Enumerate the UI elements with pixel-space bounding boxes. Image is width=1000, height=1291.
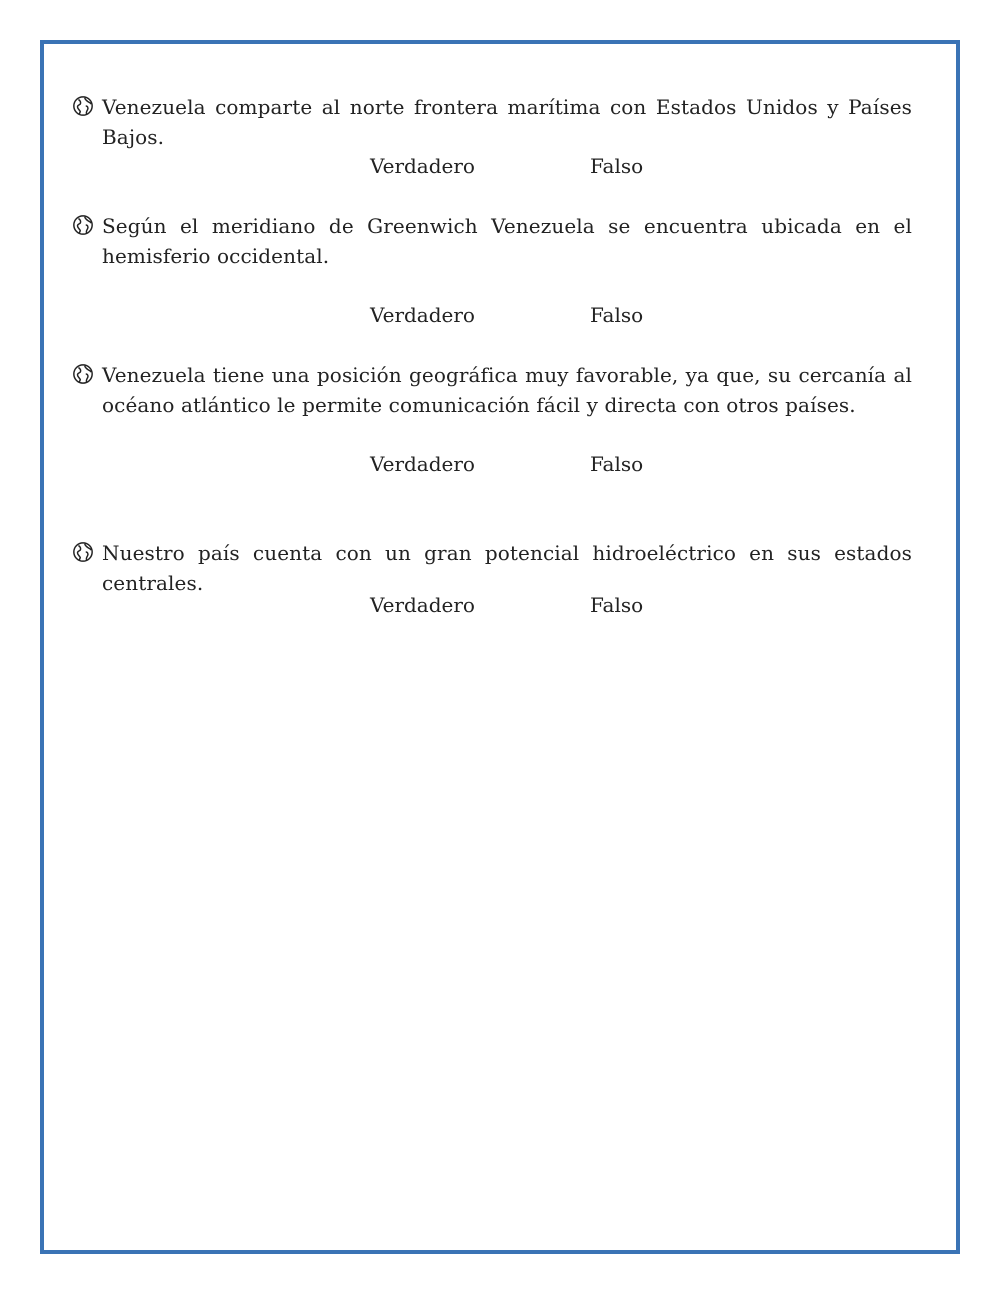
answer-options-2	[370, 302, 643, 328]
answer-options-4	[370, 592, 643, 618]
option-falso[interactable]: Falso	[590, 452, 644, 476]
question-text: Nuestro país cuenta con un gran potencial hidroeléctrico en sus estados centrales.	[102, 541, 912, 595]
option-verdadero[interactable]: Verdadero	[370, 154, 475, 178]
globe-icon	[72, 95, 94, 117]
globe-icon	[72, 214, 94, 236]
question-3	[72, 360, 912, 420]
globe-icon	[72, 541, 94, 563]
option-verdadero[interactable]: Verdadero	[370, 593, 475, 617]
option-falso[interactable]: Falso	[590, 303, 644, 327]
question-text: Venezuela comparte al norte frontera marítima con Estados Unidos y Países Bajos.	[102, 95, 912, 149]
answer-options-1	[370, 153, 643, 179]
option-verdadero[interactable]: Verdadero	[370, 303, 475, 327]
option-falso[interactable]: Falso	[590, 154, 644, 178]
question-text: Según el meridiano de Greenwich Venezuela se encuentra ubicada en el hemisferio occidental.	[102, 214, 912, 268]
question-1	[72, 92, 912, 152]
question-2	[72, 211, 912, 271]
option-falso[interactable]: Falso	[590, 593, 644, 617]
question-4	[72, 538, 912, 598]
globe-icon	[72, 363, 94, 385]
answer-options-3	[370, 451, 643, 477]
option-verdadero[interactable]: Verdadero	[370, 452, 475, 476]
question-text: Venezuela tiene una posición geográfica muy favorable, ya que, su cercanía al océano atlántico le permite comunicación fácil y directa con otros países.	[102, 363, 912, 417]
